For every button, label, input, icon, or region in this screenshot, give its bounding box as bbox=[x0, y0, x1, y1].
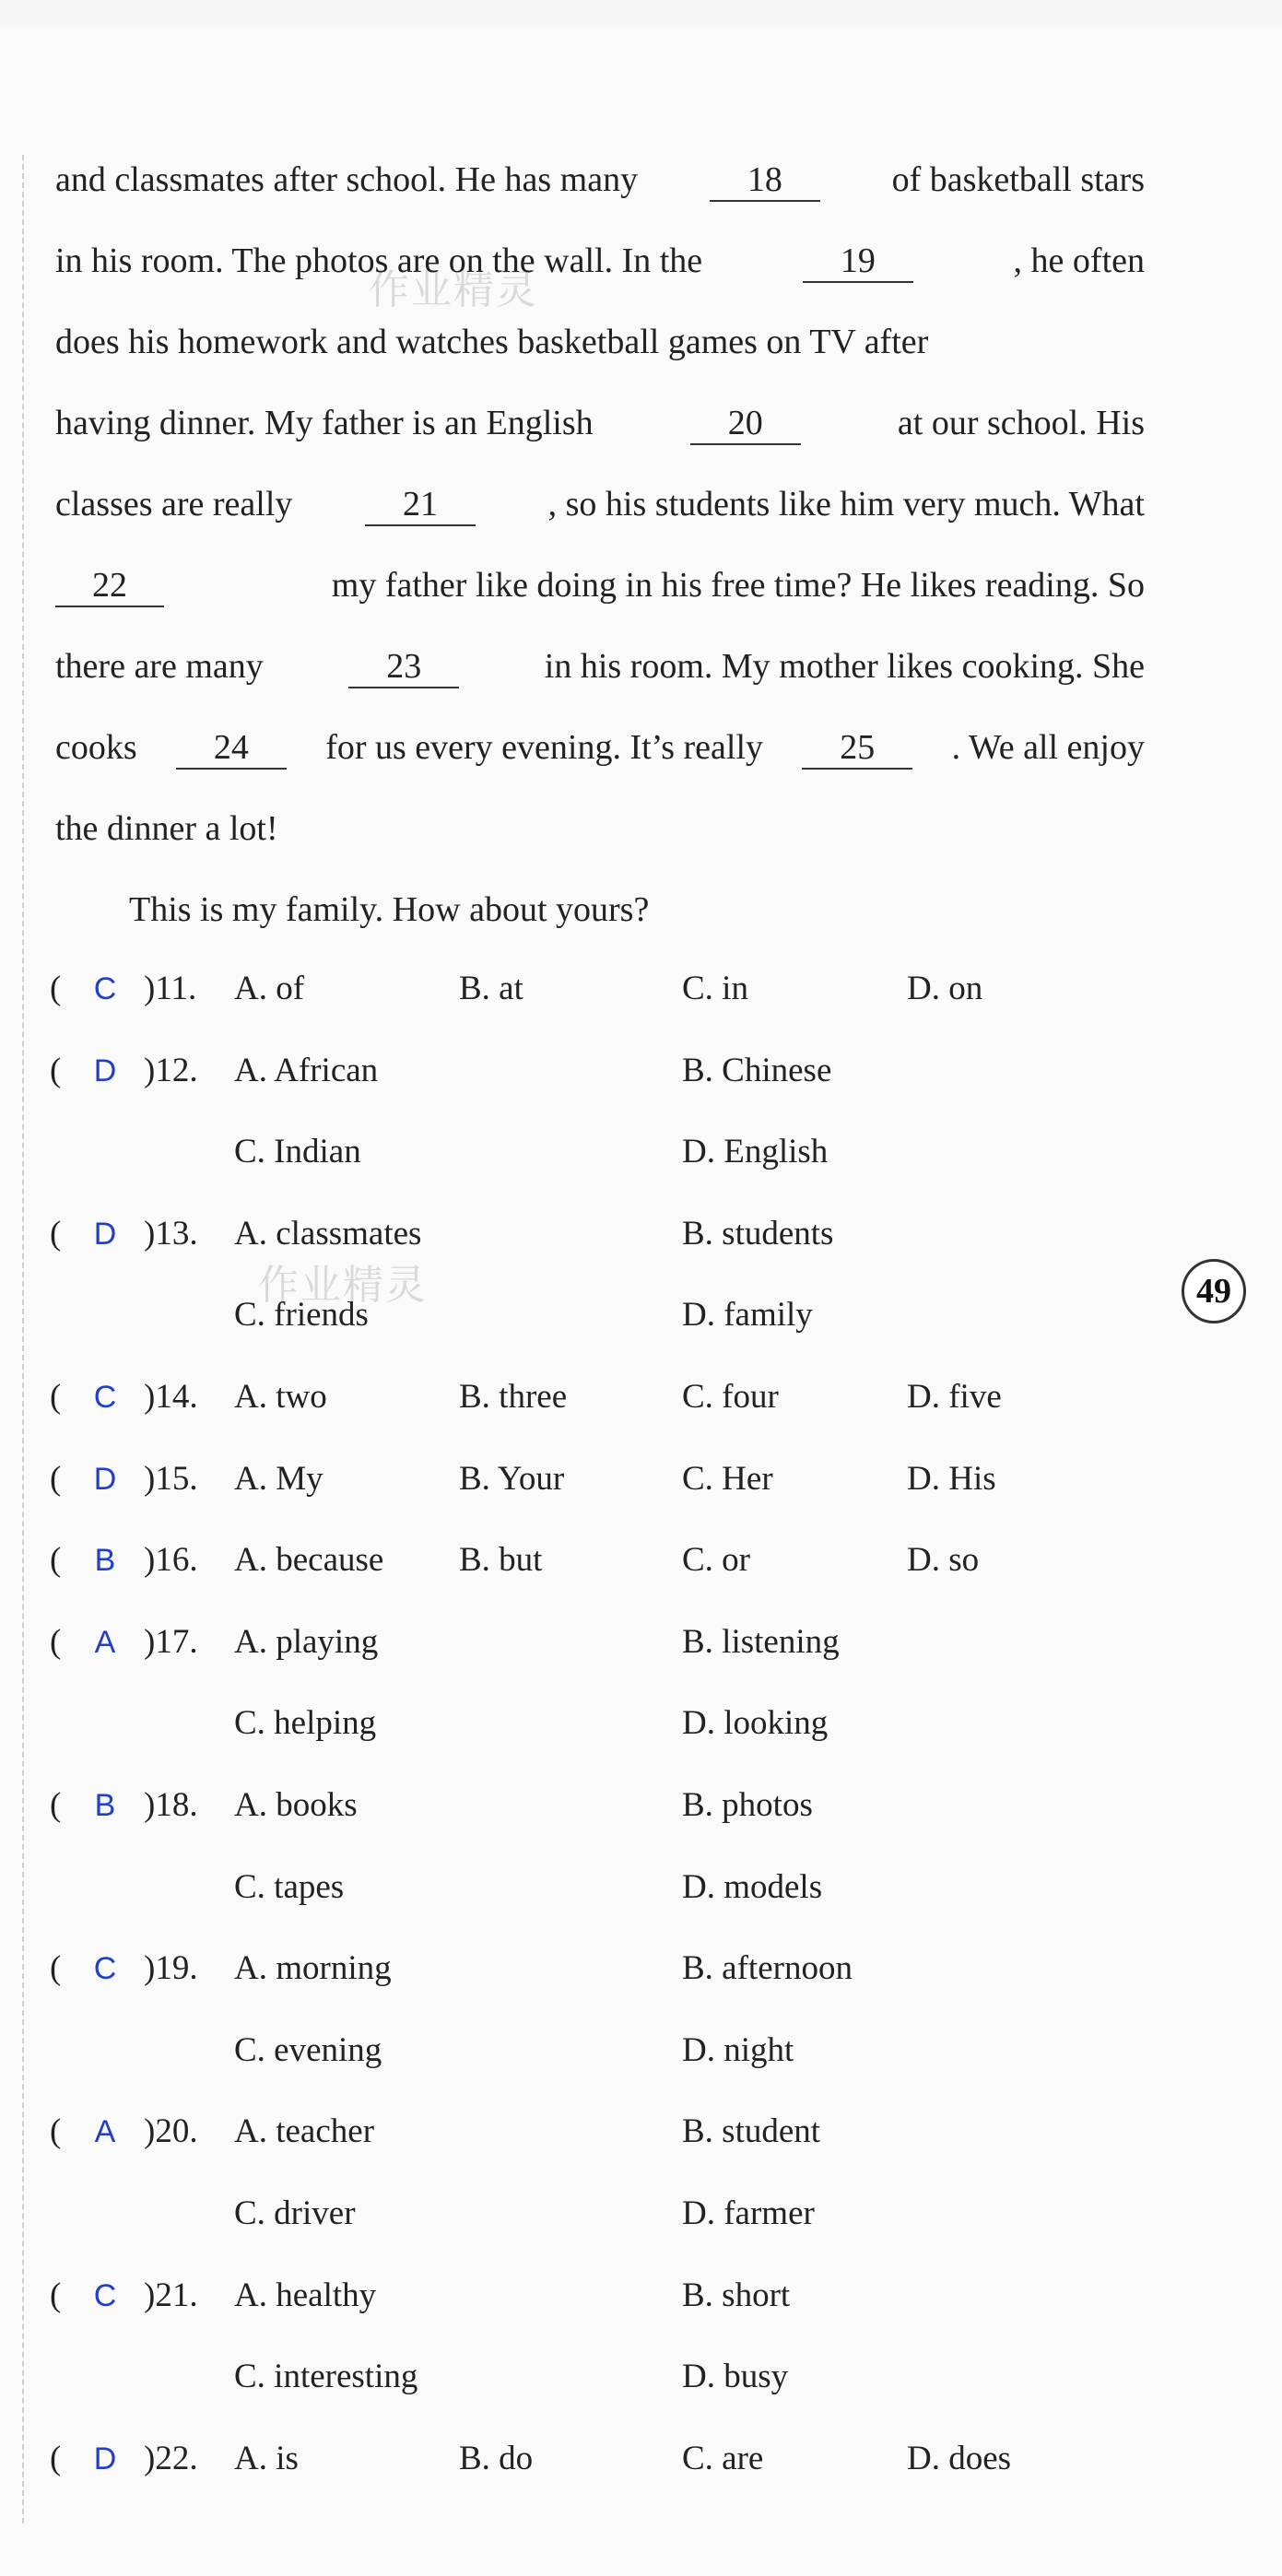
answer-choice: A bbox=[94, 1624, 116, 1660]
worksheet-page bbox=[0, 26, 1282, 2576]
answer-choice: D bbox=[93, 1461, 117, 1497]
option-b: B. photos bbox=[682, 1786, 813, 1824]
answer-choice: C bbox=[93, 1951, 117, 1987]
option-b: B. Chinese bbox=[682, 1051, 832, 1089]
question-options-row bbox=[50, 1700, 1156, 1747]
option-c: C. or bbox=[682, 1541, 750, 1580]
question-number: )16. bbox=[144, 1541, 198, 1580]
option-b: B. student bbox=[682, 2112, 821, 2151]
option-b: B. listening bbox=[682, 1622, 840, 1661]
answer-blank: 19 bbox=[803, 241, 913, 283]
question-number: )12. bbox=[144, 1051, 198, 1089]
answer-paren-open: ( bbox=[50, 2439, 62, 2477]
passage-line: does his homework and watches basketball games on TV after bbox=[55, 323, 929, 361]
option-c: C. tapes bbox=[234, 1867, 345, 1906]
passage-line: there are many 23 in his room. My mother likes cooking. She bbox=[55, 643, 1145, 689]
option-a: A. healthy bbox=[234, 2276, 377, 2314]
question-number: )15. bbox=[144, 1459, 198, 1498]
answer-paren-open: ( bbox=[50, 1459, 62, 1498]
option-d: D. models bbox=[682, 1867, 823, 1906]
option-b: B. but bbox=[459, 1541, 543, 1580]
option-c: C. four bbox=[682, 1378, 779, 1416]
question-item bbox=[50, 1211, 1156, 1257]
answer-blank: 22 bbox=[55, 565, 164, 607]
option-b: B. at bbox=[459, 970, 523, 1007]
passage-line: having dinner. My father is an English 20 at our school. His bbox=[55, 400, 1145, 446]
answer-paren-open: ( bbox=[50, 1051, 62, 1089]
option-d: D. English bbox=[682, 1133, 829, 1171]
answer-blank: 23 bbox=[348, 646, 459, 688]
question-number: )21. bbox=[144, 2276, 198, 2314]
option-a: A. African bbox=[234, 1051, 379, 1089]
question-options-row bbox=[50, 1864, 1156, 1911]
question-options-row bbox=[50, 1129, 1156, 1175]
passage-line: 22 my father like doing in his free time? He likes reading. So bbox=[55, 562, 1145, 608]
question-item bbox=[50, 1048, 1156, 1094]
passage-line: classes are really 21 , so his students like him very much. What bbox=[55, 481, 1145, 527]
option-c: C. friends bbox=[234, 1296, 369, 1335]
option-c: C. in bbox=[682, 970, 748, 1007]
question-options-row bbox=[50, 2191, 1156, 2237]
answer-paren-open: ( bbox=[50, 1622, 62, 1661]
option-c: C. driver bbox=[234, 2194, 356, 2232]
answer-paren-open: ( bbox=[50, 1949, 62, 1988]
answer-choice: C bbox=[93, 971, 117, 1006]
option-c: C. are bbox=[682, 2439, 764, 2477]
answer-blank: 25 bbox=[802, 727, 912, 770]
option-a: A. morning bbox=[234, 1949, 392, 1988]
option-c: C. Her bbox=[682, 1459, 773, 1498]
answer-choice: B bbox=[94, 1543, 116, 1579]
question-number: )14. bbox=[144, 1378, 198, 1416]
question-number: )17. bbox=[144, 1622, 198, 1661]
question-number: )11. bbox=[144, 970, 197, 1007]
question-options-row bbox=[50, 2028, 1156, 2074]
answer-choice: D bbox=[93, 1216, 117, 1252]
answer-blank: 20 bbox=[690, 403, 801, 445]
answer-paren-open: ( bbox=[50, 1786, 62, 1824]
option-d: D. farmer bbox=[682, 2194, 815, 2232]
option-a: A. playing bbox=[234, 1622, 379, 1661]
answer-paren-open: ( bbox=[50, 2276, 62, 2314]
answer-choice: C bbox=[93, 2277, 117, 2313]
answer-paren-open: ( bbox=[50, 2112, 62, 2151]
option-d: D. on bbox=[907, 970, 983, 1007]
option-d: D. family bbox=[682, 1296, 813, 1335]
passage-line: and classmates after school. He has many 18 of basketball stars bbox=[55, 157, 1145, 203]
option-b: B. students bbox=[682, 1214, 834, 1253]
watermark: 作业精灵 bbox=[258, 1262, 428, 1309]
option-a: A. My bbox=[234, 1459, 323, 1498]
question-item bbox=[50, 1537, 1156, 1583]
question-item bbox=[50, 2109, 1156, 2155]
option-c: C. interesting bbox=[234, 2358, 418, 2396]
answer-choice: C bbox=[93, 1380, 117, 1415]
question-item bbox=[50, 2436, 1156, 2482]
binding-margin-rule bbox=[22, 155, 24, 2523]
option-b: B. three bbox=[459, 1378, 568, 1416]
question-item bbox=[50, 1374, 1156, 1420]
option-b: B. do bbox=[459, 2439, 534, 2477]
passage-closing: This is my family. How about yours? bbox=[129, 890, 650, 929]
question-number: )13. bbox=[144, 1214, 198, 1253]
question-item bbox=[50, 2273, 1156, 2319]
page-number-badge: 49 bbox=[1182, 1259, 1246, 1323]
option-d: D. five bbox=[907, 1378, 1002, 1416]
answer-choice: A bbox=[94, 2114, 116, 2150]
option-c: C. helping bbox=[234, 1704, 377, 1743]
option-a: A. of bbox=[234, 970, 305, 1007]
answer-paren-open: ( bbox=[50, 1214, 62, 1253]
option-d: D. His bbox=[907, 1459, 996, 1498]
option-a: A. classmates bbox=[234, 1214, 422, 1253]
passage-line: cooks 24 for us every evening. It’s really 25 . We all enjoy bbox=[55, 724, 1145, 770]
question-number: )19. bbox=[144, 1949, 198, 1988]
watermark: 作业精灵 bbox=[369, 266, 538, 313]
answer-paren-open: ( bbox=[50, 1541, 62, 1580]
option-a: A. because bbox=[234, 1541, 384, 1580]
question-number: )22. bbox=[144, 2439, 198, 2477]
answer-paren-open: ( bbox=[50, 1378, 62, 1416]
question-options-row bbox=[50, 2354, 1156, 2400]
option-b: B. short bbox=[682, 2276, 791, 2314]
answer-choice: B bbox=[94, 1788, 116, 1823]
option-a: A. is bbox=[234, 2439, 299, 2477]
option-d: D. looking bbox=[682, 1704, 829, 1743]
question-item bbox=[50, 966, 1156, 1012]
option-b: B. Your bbox=[459, 1459, 565, 1498]
answer-paren-open: ( bbox=[50, 970, 62, 1007]
question-number: )20. bbox=[144, 2112, 198, 2151]
answer-blank: 21 bbox=[365, 484, 476, 526]
option-a: A. teacher bbox=[234, 2112, 375, 2151]
question-options-row bbox=[50, 1292, 1156, 1338]
question-item bbox=[50, 1619, 1156, 1665]
option-d: D. does bbox=[907, 2439, 1012, 2477]
question-item bbox=[50, 1456, 1156, 1502]
question-item bbox=[50, 1946, 1156, 1992]
question-number: )18. bbox=[144, 1786, 198, 1824]
question-item bbox=[50, 1782, 1156, 1829]
answer-choice: D bbox=[93, 1053, 117, 1088]
option-d: D. so bbox=[907, 1541, 980, 1580]
answer-blank: 24 bbox=[176, 727, 287, 770]
answer-blank: 18 bbox=[710, 159, 820, 202]
option-b: B. afternoon bbox=[682, 1949, 853, 1988]
option-a: A. books bbox=[234, 1786, 358, 1824]
option-c: C. evening bbox=[234, 2030, 382, 2069]
passage-line: the dinner a lot! bbox=[55, 809, 278, 848]
option-c: C. Indian bbox=[234, 1133, 361, 1171]
answer-choice: D bbox=[93, 2441, 117, 2476]
passage-line: in his room. The photos are on the wall. In the 19 , he often bbox=[55, 238, 1145, 284]
option-a: A. two bbox=[234, 1378, 327, 1416]
option-d: D. busy bbox=[682, 2358, 789, 2396]
option-d: D. night bbox=[682, 2030, 794, 2069]
